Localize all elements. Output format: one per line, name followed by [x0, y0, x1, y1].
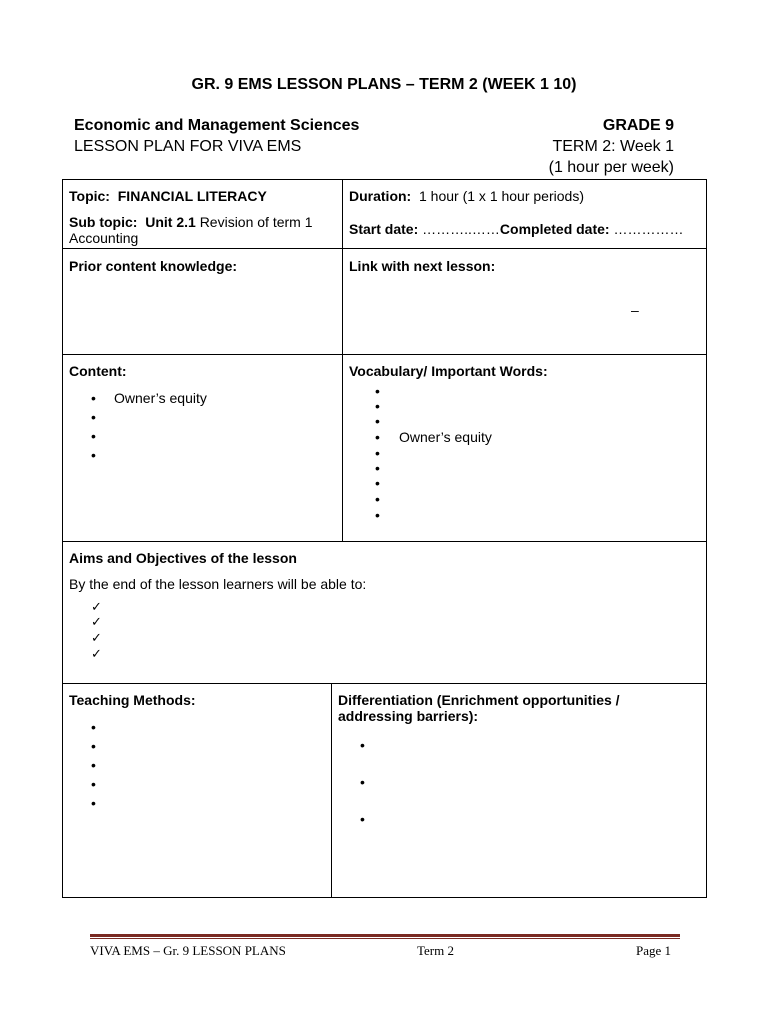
- completed-date-label: Completed date:: [499, 221, 610, 237]
- footer-rule-thin: [90, 938, 680, 939]
- row-divider: [62, 354, 707, 355]
- plan-subtitle: LESSON PLAN FOR VIVA EMS: [74, 138, 302, 155]
- vocabulary-label: Vocabulary/ Important Words:: [349, 363, 548, 379]
- subtopic-value-line2: Accounting: [69, 230, 139, 246]
- aims-heading: Aims and Objectives of the lesson: [69, 550, 297, 566]
- table-border-right: [706, 179, 707, 898]
- subtopic-field: [69, 214, 339, 246]
- document-title: GR. 9 EMS LESSON PLANS – TERM 2 (WEEK 1 10): [191, 76, 577, 93]
- differentiation-label-line2: addressing barriers):: [338, 708, 479, 724]
- column-divider: [342, 179, 343, 542]
- table-border-bottom: [62, 897, 707, 898]
- table-border-top: [62, 179, 707, 180]
- start-date-label: Start date:: [349, 221, 419, 237]
- link-next-lesson-label: Link with next lesson:: [349, 258, 496, 274]
- duration-value: 1 hour (1 x 1 hour periods): [419, 188, 584, 204]
- hours-label: (1 hour per week): [548, 159, 674, 176]
- start-date-blank: ………..……: [422, 221, 500, 237]
- checkmark-icon: ✓: [91, 630, 102, 645]
- subtopic-unit: Unit 2.1: [145, 214, 196, 230]
- duration-label: Duration:: [349, 188, 412, 204]
- list-item: • Owner’s equity: [375, 430, 492, 444]
- prior-knowledge-label: Prior content knowledge:: [69, 258, 238, 274]
- footer-term: Term 2: [417, 943, 454, 958]
- checkmark-icon: ✓: [91, 646, 102, 661]
- footer-left-text: VIVA EMS – Gr. 9 LESSON PLANS: [90, 943, 286, 958]
- table-border-left: [62, 179, 63, 898]
- column-divider: [331, 683, 332, 898]
- term-label: TERM 2: Week 1: [552, 138, 674, 155]
- topic-field: [69, 188, 267, 204]
- row-divider: [62, 683, 707, 684]
- checkmark-icon: ✓: [91, 599, 102, 614]
- subject-heading: Economic and Management Sciences: [74, 117, 360, 134]
- teaching-methods-label: Teaching Methods:: [69, 692, 196, 708]
- completed-date-blank: ……………: [613, 221, 684, 237]
- duration-field: [349, 188, 584, 204]
- list-item: • Owner’s equity: [91, 391, 207, 405]
- footer-rule: [90, 934, 680, 937]
- aims-intro: By the end of the lesson learners will be able to:: [69, 576, 367, 592]
- content-label: Content:: [69, 363, 127, 379]
- link-dash: –: [631, 302, 639, 318]
- checkmark-icon: ✓: [91, 614, 102, 629]
- differentiation-label-line1: Differentiation (Enrichment opportunities /: [338, 692, 620, 708]
- subtopic-value: Revision of term 1: [199, 214, 313, 230]
- dates-field: [349, 221, 683, 237]
- differentiation-label: [338, 692, 620, 724]
- topic-value: FINANCIAL LITERACY: [117, 188, 267, 204]
- page-number: Page 1: [636, 943, 672, 958]
- grade-label: GRADE 9: [602, 117, 674, 134]
- row-divider: [62, 541, 707, 542]
- row-divider: [62, 248, 707, 249]
- subtopic-label: Sub topic:: [69, 214, 138, 230]
- topic-label: Topic:: [69, 188, 110, 204]
